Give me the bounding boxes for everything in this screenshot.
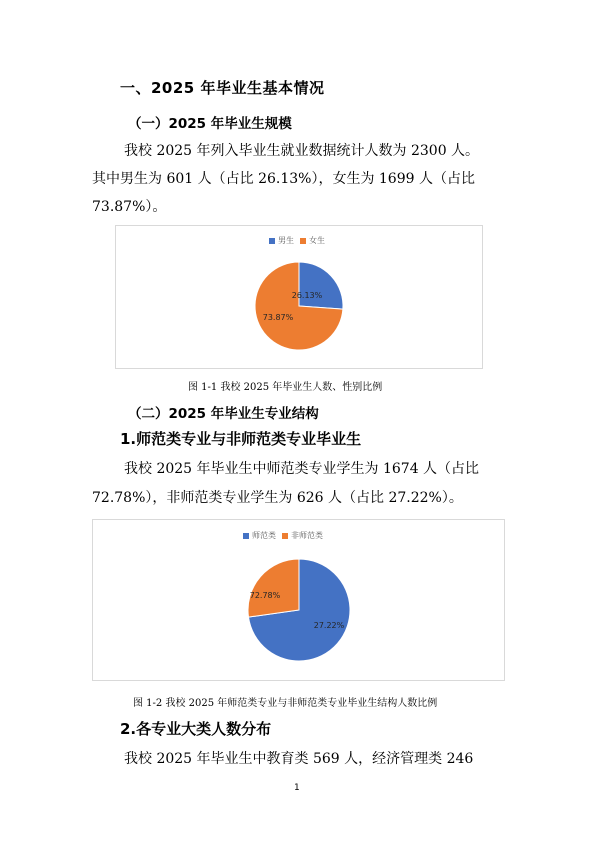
paragraph-line: 73.87%）。 bbox=[92, 199, 167, 215]
pie-slice-non-normal bbox=[248, 559, 299, 617]
paragraph-line: 我校 2025 年毕业生中师范类专业学生为 1674 人（占比 bbox=[124, 461, 480, 477]
pie-label-non-normal: 27.22% bbox=[313, 621, 345, 630]
legend-item-normal: 师范类 bbox=[243, 530, 276, 541]
major-pie-svg bbox=[93, 520, 504, 680]
paragraph-line: 我校 2025 年列入毕业生就业数据统计人数为 2300 人。 bbox=[124, 143, 480, 159]
figure-caption-1-1: 图 1-1 我校 2025 年毕业生人数、性别比例 bbox=[188, 382, 383, 393]
gender-pie-chart-frame bbox=[115, 225, 483, 369]
legend-item-female: 女生 bbox=[300, 235, 325, 246]
paragraph-line: 72.78%），非师范类专业学生为 626 人（占比 27.22%）。 bbox=[92, 490, 463, 506]
legend-item-male: 男生 bbox=[269, 235, 294, 246]
major-pie-chart-frame bbox=[92, 519, 505, 681]
paragraph-line: 我校 2025 年毕业生中教育类 569 人，经济管理类 246 bbox=[124, 751, 474, 767]
pie-label-male: 26.13% bbox=[291, 291, 323, 300]
pie-label-female: 73.87% bbox=[262, 313, 294, 322]
legend-item-non-normal: 非师范类 bbox=[282, 530, 323, 541]
section-heading-basic-info: 一、2025 年毕业生基本情况 bbox=[120, 79, 325, 97]
subsection-heading-major-structure: （二）2025 年毕业生专业结构 bbox=[128, 406, 319, 422]
figure-caption-1-2: 图 1-2 我校 2025 年师范类专业与非师范类专业毕业生结构人数比例 bbox=[133, 698, 438, 709]
paragraph-line: 其中男生为 601 人（占比 26.13%），女生为 1699 人（占比 bbox=[92, 171, 475, 187]
gender-pie-svg bbox=[116, 226, 482, 368]
page-number: 1 bbox=[294, 783, 300, 793]
subheading-normal-vs-non-normal: 1.师范类专业与非师范类专业毕业生 bbox=[120, 430, 362, 448]
pie-label-normal: 72.78% bbox=[249, 591, 281, 600]
subsection-heading-graduate-scale: （一）2025 年毕业生规模 bbox=[128, 116, 292, 132]
subheading-major-category-distribution: 2.各专业大类人数分布 bbox=[120, 720, 272, 738]
pie-slice-male bbox=[299, 262, 343, 309]
